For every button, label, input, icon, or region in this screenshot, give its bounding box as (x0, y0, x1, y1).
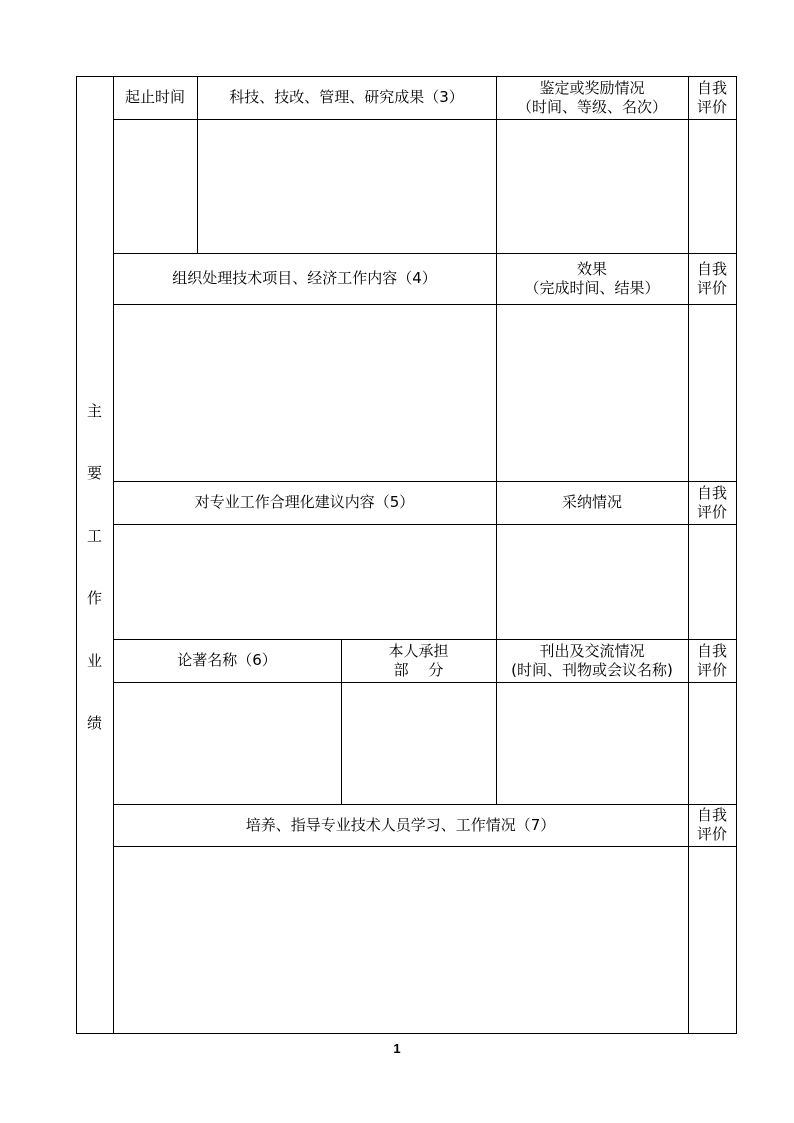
entry-cell-effect[interactable] (497, 305, 688, 481)
section-label-char: 主 (86, 401, 102, 420)
header-research-results: 科技、技改、管理、研究成果（3） (229, 88, 464, 106)
entry-cell-project[interactable] (114, 305, 496, 481)
entry-cell-own-part[interactable] (342, 683, 496, 804)
header-publish-exchange: 刊出及交流情况 (时间、刊物或会议名称) (511, 641, 673, 679)
table-left-border (76, 76, 77, 1034)
entry-cell-time[interactable] (114, 120, 197, 253)
header-award-status: 鉴定或奖励情况 （时间、等级、名次） (516, 78, 667, 116)
entry-cell-self-eval[interactable] (689, 683, 736, 804)
header-start-end-time: 起止时间 (124, 88, 185, 106)
header-publication-title: 论著名称（6） (177, 651, 277, 669)
header-self-evaluation: 自我 评价 (696, 641, 727, 679)
page-number: 1 (393, 1041, 401, 1056)
header-self-evaluation: 自我 评价 (696, 259, 727, 297)
entry-cell-publication[interactable] (114, 683, 341, 804)
entry-cell-self-eval[interactable] (689, 305, 736, 481)
header-self-evaluation: 自我 评价 (696, 78, 727, 116)
entry-cell-training[interactable] (114, 847, 688, 1033)
header-self-evaluation: 自我 评价 (696, 483, 727, 521)
entry-cell-self-eval[interactable] (689, 847, 736, 1033)
header-self-evaluation: 自我 评价 (696, 806, 727, 843)
section-label-char: 要 (86, 463, 102, 482)
section-label-char: 业 (86, 651, 102, 670)
header-project-content: 组织处理技术项目、经济工作内容（4） (172, 269, 437, 287)
section-label-char: 绩 (86, 713, 102, 732)
entry-cell-award[interactable] (497, 120, 688, 253)
section-label-char: 工 (86, 526, 102, 545)
entry-cell-suggestion[interactable] (114, 525, 496, 639)
table-bottom-border (76, 1033, 737, 1034)
table-right-border (736, 76, 737, 1034)
header-own-part: 本人承担 部 分 (388, 641, 449, 679)
section-label-char: 作 (86, 588, 102, 607)
header-adoption-status: 采纳情况 (561, 493, 622, 511)
header-effect: 效果 （完成时间、结果） (524, 259, 660, 297)
entry-cell-adoption[interactable] (497, 525, 688, 639)
header-training-guidance: 培养、指导专业技术人员学习、工作情况（7） (245, 815, 556, 834)
entry-cell-results[interactable] (198, 120, 496, 253)
header-suggestion-content: 对专业工作合理化建议内容（5） (194, 493, 415, 511)
entry-cell-self-eval[interactable] (689, 525, 736, 639)
entry-cell-self-eval[interactable] (689, 120, 736, 253)
entry-cell-publish[interactable] (497, 683, 688, 804)
